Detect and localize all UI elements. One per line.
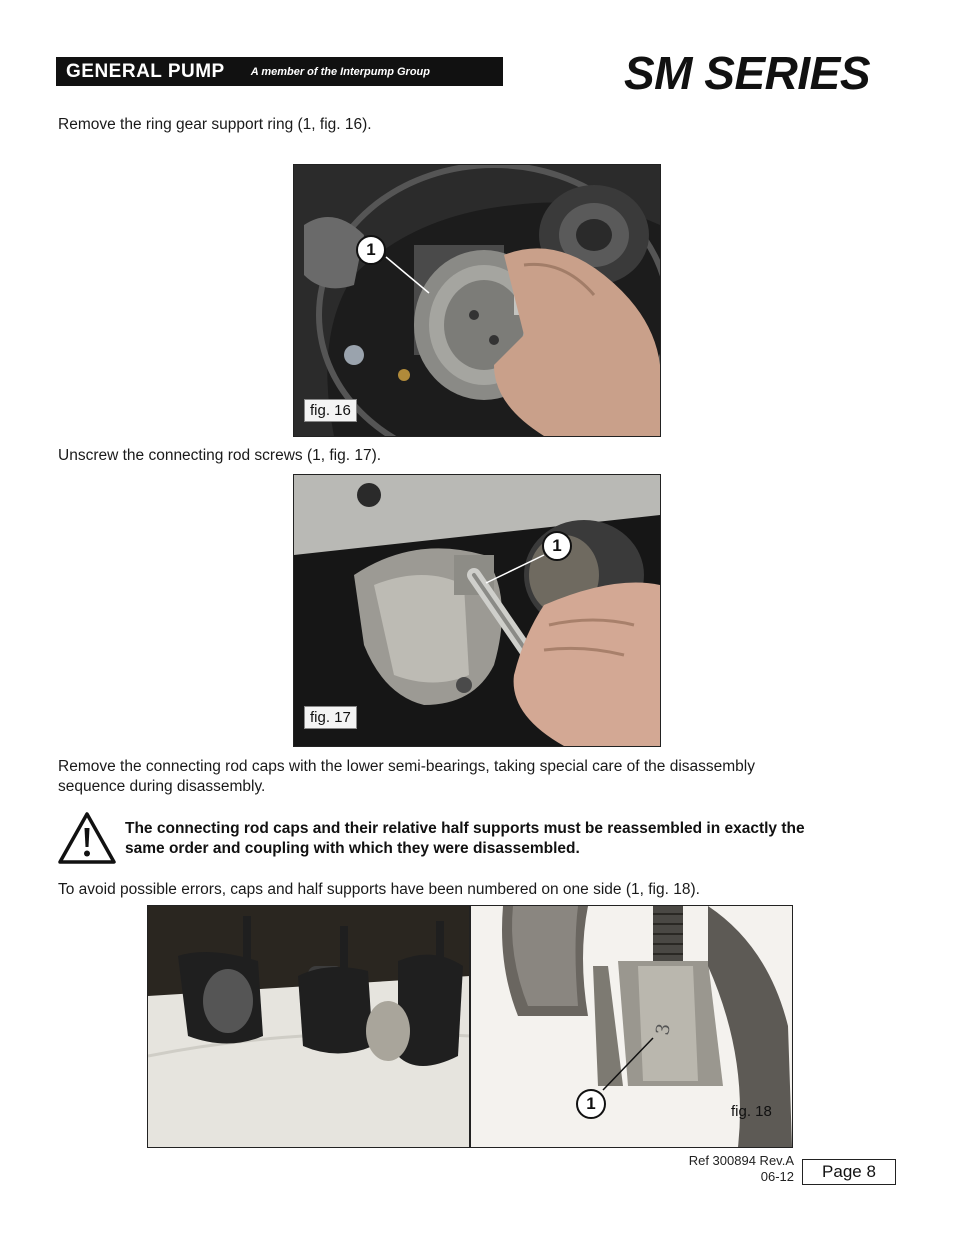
fig16-callout: 1	[356, 235, 386, 265]
svg-text:3: 3	[652, 1021, 675, 1037]
fig17-callout: 1	[542, 531, 572, 561]
step4-text: To avoid possible errors, caps and half supports have been numbered on one side (1, fig. 18).	[58, 881, 700, 898]
step1-text: Remove the ring gear support ring (1, fig. 16).	[58, 116, 372, 133]
reference-number: Ref 300894 Rev.A	[688, 1153, 794, 1168]
series-title: SM SERIES	[624, 47, 871, 99]
fig18-photo	[147, 905, 793, 1148]
fig17-label: fig. 17	[304, 706, 357, 729]
warning-message	[125, 819, 895, 859]
brand-banner	[56, 57, 503, 86]
fig16-leader-line	[294, 165, 660, 436]
brand-tagline: A member of the Interpump Group	[250, 65, 430, 78]
warning-line2: same order and coupling with which they were disassembled.	[125, 840, 580, 857]
fig16-photo	[293, 164, 661, 437]
fig18-leader-line	[148, 906, 792, 1147]
page-number: Page 8	[802, 1159, 896, 1185]
warning-triangle-icon	[57, 811, 117, 865]
fig18-callout: 1	[576, 1089, 606, 1119]
revision-date: 06-12	[760, 1169, 794, 1184]
fig18-label: fig. 18	[731, 1103, 772, 1120]
warning-line1: The connecting rod caps and their relative half supports must be reassembled in exactly the	[125, 820, 805, 837]
step3-text-line2: sequence during disassembly.	[58, 778, 266, 795]
fig17-photo	[293, 474, 661, 747]
fig16-label: fig. 16	[304, 399, 357, 422]
brand-name: GENERAL PUMP	[66, 60, 225, 82]
step3-text-line1: Remove the connecting rod caps with the lower semi-bearings, taking special care of the disassembly	[58, 758, 755, 775]
reference-info	[660, 1153, 794, 1185]
step2-text: Unscrew the connecting rod screws (1, fig. 17).	[58, 447, 382, 464]
